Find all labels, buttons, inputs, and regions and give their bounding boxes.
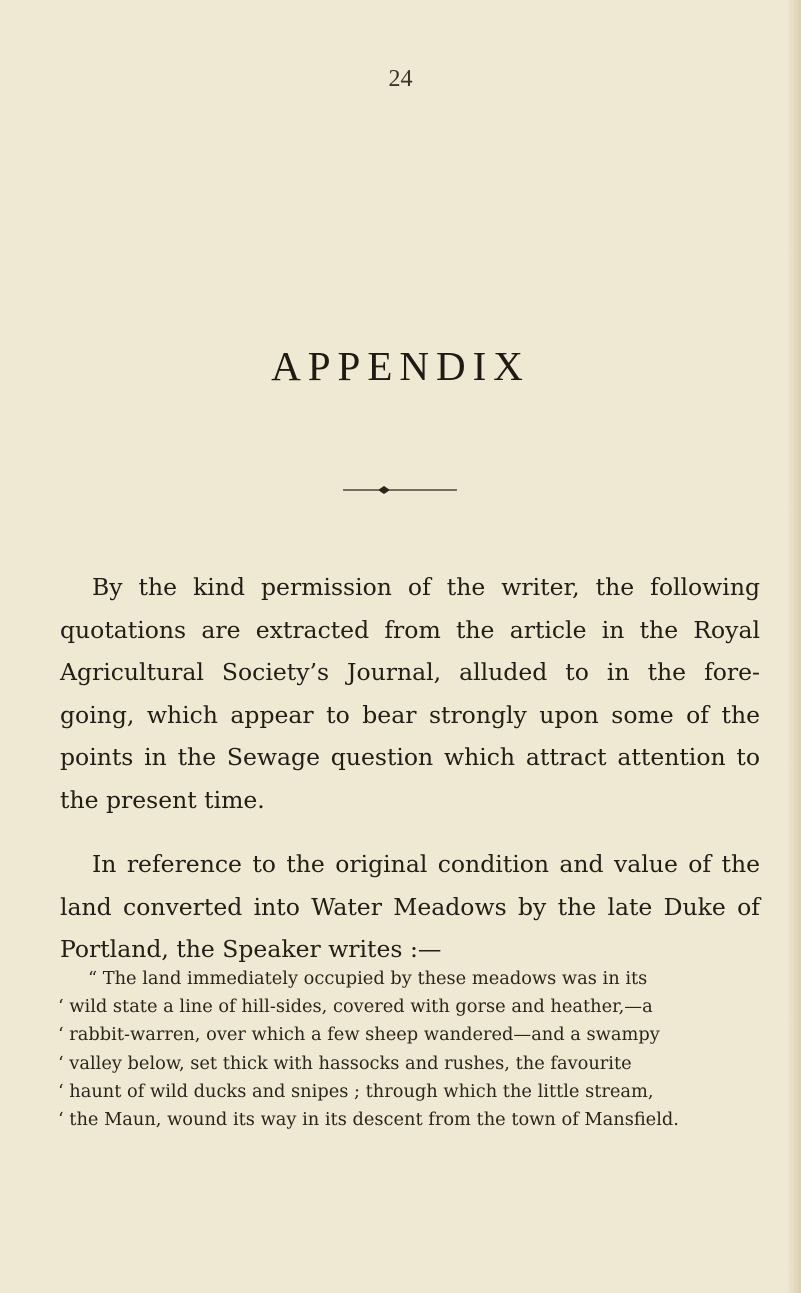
quote-line: ‘ wild state a line of hill-sides, covered with gorse and heather,—a xyxy=(58,996,653,1018)
page-edge-shadow xyxy=(787,0,801,1293)
quotation-block xyxy=(58,965,762,1134)
appendix-heading: APPENDIX xyxy=(271,343,530,389)
reference-paragraph: In reference to the original condition and value of the land converted into Water Meadows by the late Duke of Portland, the Speaker writes :— xyxy=(60,850,760,964)
quote-line: ‘ valley below, set thick with hassocks and rushes, the favourite xyxy=(58,1052,632,1074)
page-number: 24 xyxy=(388,66,413,92)
quote-line: “ The land immediately occupied by these meadows was in its xyxy=(88,968,648,989)
quote-line: ‘ rabbit-warren, over which a few sheep wandered—and a swampy xyxy=(58,1024,660,1046)
intro-paragraph: By the kind permission of the writer, the following quotations are extracted from the article in the Royal Agricultural Society’s Journal, alluded to in the fore-going, which appear to bear strongly upon some of the points in the Sewage question which attract attention to the present time. xyxy=(60,573,760,814)
quote-line: ‘ haunt of wild ducks and snipes ; through which the little stream, xyxy=(58,1080,654,1102)
ornament-divider xyxy=(343,484,457,496)
quote-line: ‘ the Maun, wound its way in its descent from the town of Mansfield. xyxy=(58,1109,679,1131)
